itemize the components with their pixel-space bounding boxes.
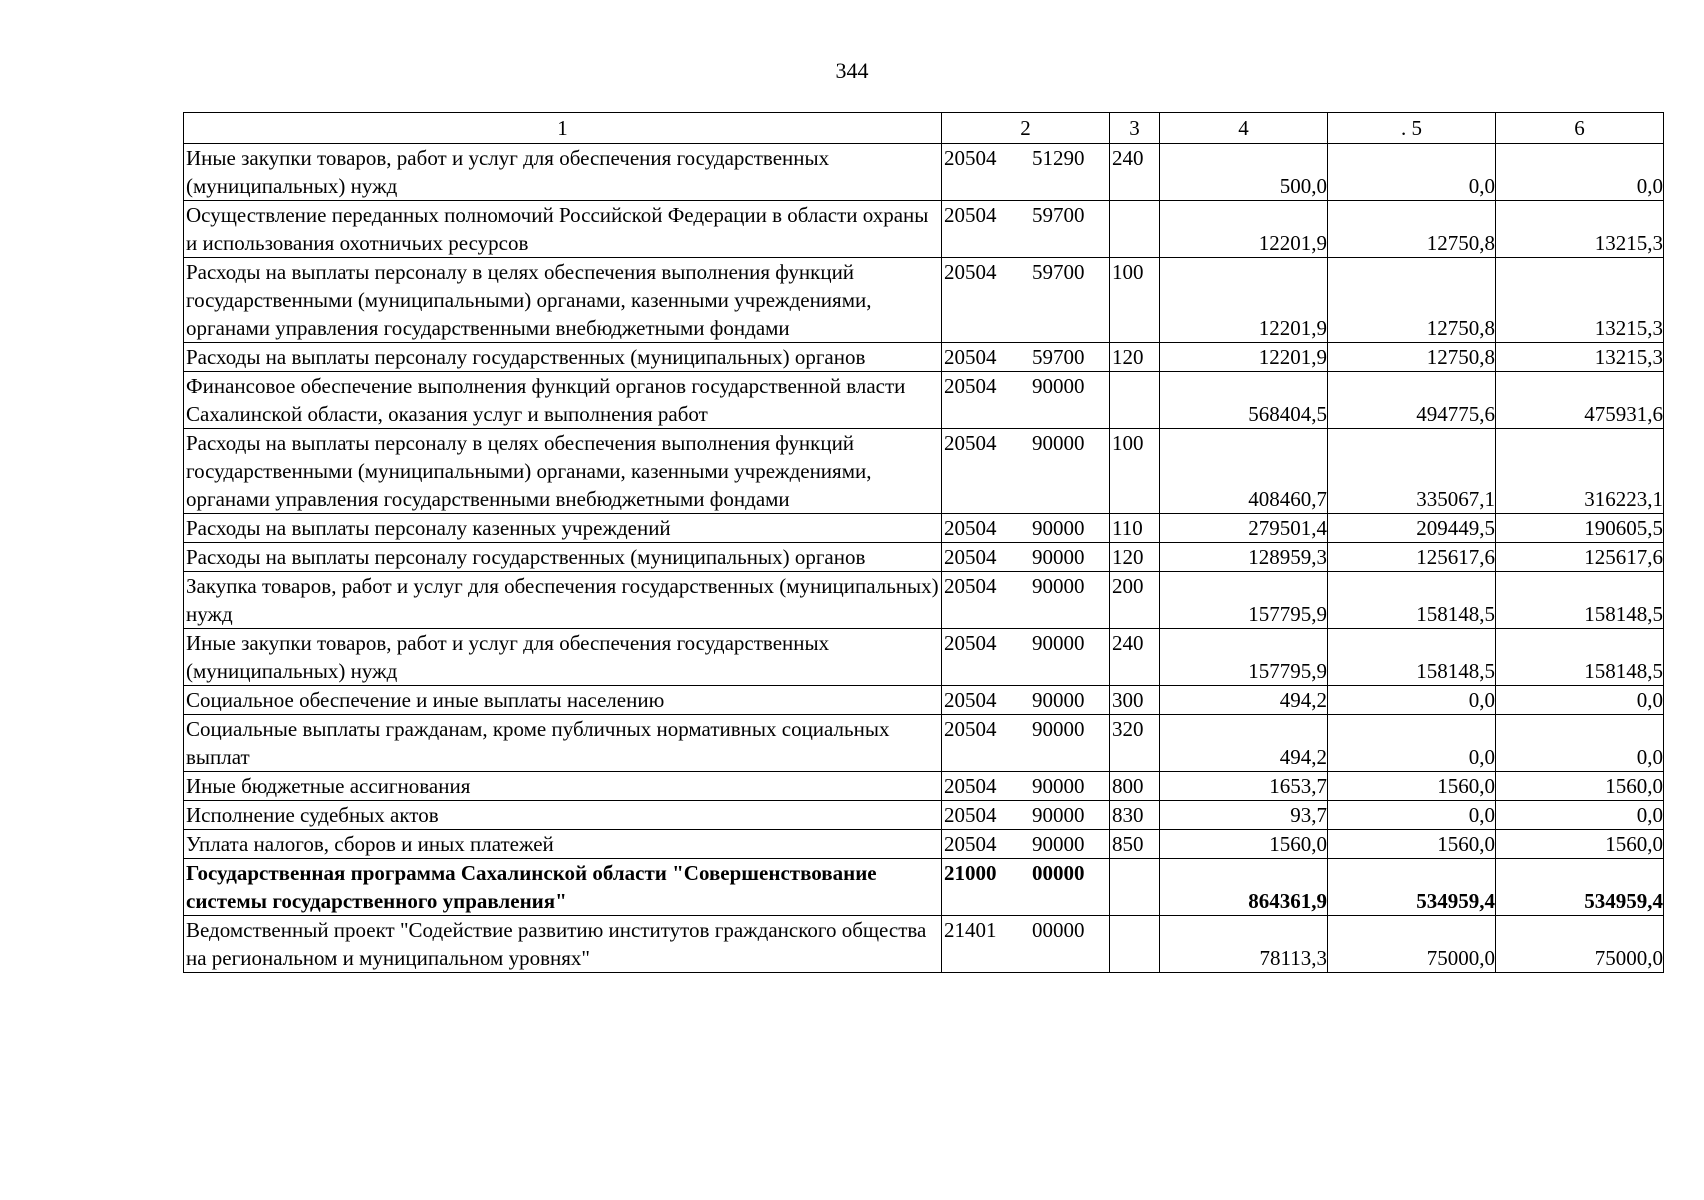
row-value-col6: 475931,6 (1496, 372, 1664, 429)
row-value-col4: 12201,9 (1160, 258, 1328, 343)
row-code (942, 859, 1110, 916)
row-name: Уплата налогов, сборов и иных платежей (184, 830, 942, 859)
row-name: Финансовое обеспечение выполнения функций органов государственной власти Сахалинской области, оказания услуг и выполнения работ (184, 372, 942, 429)
row-value-col5: 12750,8 (1328, 258, 1496, 343)
row-code-part2: 59700 (1032, 203, 1085, 227)
row-value-col5: 12750,8 (1328, 343, 1496, 372)
row-code-part1: 20504 (944, 688, 997, 712)
row-value-col6: 1560,0 (1496, 772, 1664, 801)
row-value-col5: 494775,6 (1328, 372, 1496, 429)
row-value-col4: 93,7 (1160, 801, 1328, 830)
row-expense-type: 100 (1110, 429, 1160, 514)
row-value-col6: 75000,0 (1496, 916, 1664, 973)
row-code-part2: 59700 (1032, 260, 1085, 284)
row-value-col6: 13215,3 (1496, 201, 1664, 258)
row-code-part1: 20504 (944, 631, 997, 655)
row-value-col5: 158148,5 (1328, 629, 1496, 686)
row-value-col4: 494,2 (1160, 715, 1328, 772)
row-code (942, 429, 1110, 514)
row-code-part2: 90000 (1032, 717, 1085, 741)
table-row (184, 543, 1664, 572)
row-value-col4: 12201,9 (1160, 201, 1328, 258)
row-code-part1: 20504 (944, 431, 997, 455)
table-row (184, 258, 1664, 343)
row-code-part1: 20504 (944, 774, 997, 798)
row-value-col6: 0,0 (1496, 686, 1664, 715)
table-row (184, 514, 1664, 543)
row-code (942, 772, 1110, 801)
row-code (942, 258, 1110, 343)
row-value-col4: 1653,7 (1160, 772, 1328, 801)
row-value-col5: 75000,0 (1328, 916, 1496, 973)
row-expense-type (1110, 916, 1160, 973)
row-value-col5: 12750,8 (1328, 201, 1496, 258)
row-value-col6: 158148,5 (1496, 629, 1664, 686)
row-name: Социальные выплаты гражданам, кроме публичных нормативных социальных выплат (184, 715, 942, 772)
row-code (942, 916, 1110, 973)
row-code (942, 572, 1110, 629)
row-value-col6: 13215,3 (1496, 343, 1664, 372)
row-name: Исполнение судебных актов (184, 801, 942, 830)
row-code-part1: 21000 (944, 861, 997, 885)
row-expense-type: 850 (1110, 830, 1160, 859)
row-name: Закупка товаров, работ и услуг для обеспечения государственных (муниципальных) нужд (184, 572, 942, 629)
row-code (942, 629, 1110, 686)
row-value-col4: 157795,9 (1160, 572, 1328, 629)
row-code (942, 343, 1110, 372)
row-value-col4: 78113,3 (1160, 916, 1328, 973)
table-row (184, 715, 1664, 772)
row-code-part2: 00000 (1032, 861, 1085, 885)
row-value-col4: 128959,3 (1160, 543, 1328, 572)
page-number: 344 (835, 58, 869, 83)
row-value-col5: 1560,0 (1328, 830, 1496, 859)
row-value-col6: 0,0 (1496, 715, 1664, 772)
budget-table (183, 112, 1664, 973)
row-name: Иные бюджетные ассигнования (184, 772, 942, 801)
row-name: Иные закупки товаров, работ и услуг для обеспечения государственных (муниципальных) нужд (184, 144, 942, 201)
column-header-1: 1 (184, 113, 942, 144)
row-value-col4: 500,0 (1160, 144, 1328, 201)
row-expense-type: 800 (1110, 772, 1160, 801)
row-code-part2: 90000 (1032, 803, 1085, 827)
table-row (184, 629, 1664, 686)
table-row (184, 916, 1664, 973)
row-value-col4: 1560,0 (1160, 830, 1328, 859)
row-code-part1: 20504 (944, 345, 997, 369)
row-expense-type: 120 (1110, 343, 1160, 372)
row-expense-type: 200 (1110, 572, 1160, 629)
row-value-col6: 125617,6 (1496, 543, 1664, 572)
row-value-col4: 568404,5 (1160, 372, 1328, 429)
row-code-part2: 90000 (1032, 774, 1085, 798)
row-code-part1: 20504 (944, 717, 997, 741)
row-value-col5: 1560,0 (1328, 772, 1496, 801)
table-row (184, 801, 1664, 830)
row-code (942, 715, 1110, 772)
row-code (942, 686, 1110, 715)
table-row (184, 686, 1664, 715)
table-row (184, 144, 1664, 201)
row-code-part2: 90000 (1032, 688, 1085, 712)
row-value-col6: 13215,3 (1496, 258, 1664, 343)
row-code-part2: 90000 (1032, 431, 1085, 455)
row-code-part2: 90000 (1032, 516, 1085, 540)
row-code (942, 830, 1110, 859)
table-row (184, 429, 1664, 514)
row-value-col5: 0,0 (1328, 144, 1496, 201)
row-code (942, 201, 1110, 258)
row-value-col4: 157795,9 (1160, 629, 1328, 686)
row-code (942, 514, 1110, 543)
row-expense-type: 110 (1110, 514, 1160, 543)
row-code-part2: 90000 (1032, 374, 1085, 398)
row-code-part1: 20504 (944, 574, 997, 598)
row-name: Осуществление переданных полномочий Российской Федерации в области охраны и использования охотничьих ресурсов (184, 201, 942, 258)
table-row (184, 859, 1664, 916)
table-row (184, 772, 1664, 801)
row-value-col6: 0,0 (1496, 801, 1664, 830)
row-name: Расходы на выплаты персоналу государственных (муниципальных) органов (184, 343, 942, 372)
row-name: Иные закупки товаров, работ и услуг для обеспечения государственных (муниципальных) нужд (184, 629, 942, 686)
row-value-col5: 0,0 (1328, 715, 1496, 772)
row-value-col6: 190605,5 (1496, 514, 1664, 543)
table-header-row (184, 113, 1664, 144)
column-header-4: 4 (1160, 113, 1328, 144)
column-header-5: . 5 (1328, 113, 1496, 144)
row-expense-type: 320 (1110, 715, 1160, 772)
row-code (942, 543, 1110, 572)
table-row (184, 572, 1664, 629)
row-value-col5: 0,0 (1328, 801, 1496, 830)
row-value-col6: 158148,5 (1496, 572, 1664, 629)
table-row (184, 343, 1664, 372)
row-expense-type (1110, 372, 1160, 429)
row-value-col5: 335067,1 (1328, 429, 1496, 514)
row-value-col5: 125617,6 (1328, 543, 1496, 572)
row-value-col5: 158148,5 (1328, 572, 1496, 629)
column-header-6: 6 (1496, 113, 1664, 144)
row-value-col6: 316223,1 (1496, 429, 1664, 514)
row-code-part2: 00000 (1032, 918, 1085, 942)
row-code-part2: 90000 (1032, 545, 1085, 569)
row-value-col5: 0,0 (1328, 686, 1496, 715)
row-code (942, 801, 1110, 830)
row-code-part2: 90000 (1032, 832, 1085, 856)
column-header-2: 2 (942, 113, 1110, 144)
row-value-col5: 534959,4 (1328, 859, 1496, 916)
row-code-part2: 90000 (1032, 574, 1085, 598)
row-name: Ведомственный проект "Содействие развитию институтов гражданского общества на региональном и муниципальном уровнях" (184, 916, 942, 973)
row-value-col6: 534959,4 (1496, 859, 1664, 916)
row-name: Расходы на выплаты персоналу государственных (муниципальных) органов (184, 543, 942, 572)
row-value-col4: 408460,7 (1160, 429, 1328, 514)
row-value-col6: 1560,0 (1496, 830, 1664, 859)
row-code-part1: 20504 (944, 803, 997, 827)
row-expense-type: 300 (1110, 686, 1160, 715)
row-value-col4: 864361,9 (1160, 859, 1328, 916)
row-code-part2: 90000 (1032, 631, 1085, 655)
row-expense-type (1110, 201, 1160, 258)
row-code (942, 372, 1110, 429)
row-value-col4: 12201,9 (1160, 343, 1328, 372)
row-code-part1: 20504 (944, 832, 997, 856)
row-expense-type: 240 (1110, 144, 1160, 201)
table-row (184, 201, 1664, 258)
row-expense-type: 100 (1110, 258, 1160, 343)
row-name: Расходы на выплаты персоналу в целях обеспечения выполнения функций государственными (муниципальными) органами, казенными учреждениями, органами управления государственными внебюджетными фондами (184, 258, 942, 343)
table-row (184, 830, 1664, 859)
row-expense-type (1110, 859, 1160, 916)
row-code-part1: 20504 (944, 203, 997, 227)
row-code-part1: 20504 (944, 545, 997, 569)
row-code-part1: 20504 (944, 260, 997, 284)
row-expense-type: 120 (1110, 543, 1160, 572)
column-header-3: 3 (1110, 113, 1160, 144)
row-code-part1: 21401 (944, 918, 997, 942)
row-name: Расходы на выплаты персоналу в целях обеспечения выполнения функций государственными (муниципальными) органами, казенными учреждениями, органами управления государственными внебюджетными фондами (184, 429, 942, 514)
row-code-part1: 20504 (944, 516, 997, 540)
row-value-col4: 279501,4 (1160, 514, 1328, 543)
row-name: Государственная программа Сахалинской области "Совершенствование системы государственного управления" (184, 859, 942, 916)
row-value-col4: 494,2 (1160, 686, 1328, 715)
row-value-col5: 209449,5 (1328, 514, 1496, 543)
row-code-part2: 59700 (1032, 345, 1085, 369)
table-row (184, 372, 1664, 429)
row-value-col6: 0,0 (1496, 144, 1664, 201)
row-expense-type: 240 (1110, 629, 1160, 686)
row-expense-type: 830 (1110, 801, 1160, 830)
row-name: Социальное обеспечение и иные выплаты населению (184, 686, 942, 715)
row-code-part1: 20504 (944, 374, 997, 398)
row-code-part2: 51290 (1032, 146, 1085, 170)
row-code (942, 144, 1110, 201)
row-code-part1: 20504 (944, 146, 997, 170)
row-name: Расходы на выплаты персоналу казенных учреждений (184, 514, 942, 543)
